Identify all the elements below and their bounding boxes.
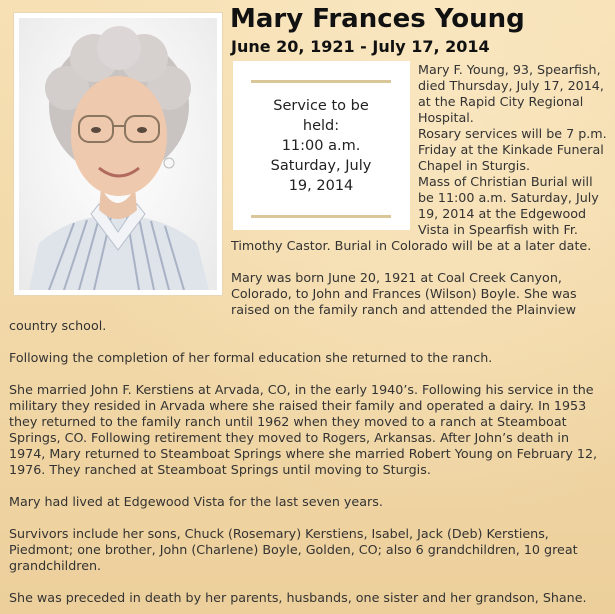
marriage-line: 1974, Mary returned to Steamboat Springs where she married Robert Young on February 12, xyxy=(9,446,598,461)
announcement-line: Rosary services will be 7 p.m. xyxy=(418,125,607,141)
survivors-line: grandchildren. xyxy=(9,558,102,573)
service-notice xyxy=(240,96,402,196)
portrait-illustration xyxy=(19,18,217,290)
marriage-line: 1976. They ranched at Steamboat Springs until moving to Sturgis. xyxy=(9,462,431,477)
birth-line: Mary was born June 20, 1921 at Coal Creek Canyon, xyxy=(231,270,562,285)
marriage-paragraph xyxy=(9,382,614,478)
survivors-line: Survivors include her sons, Chuck (Rosemary) Kerstiens, Isabel, Jack (Deb) Kerstiens, xyxy=(9,526,549,541)
deceased-name: Mary Frances Young xyxy=(230,4,525,34)
announcement-line: Mass of Christian Burial will xyxy=(418,173,593,189)
announcement-column xyxy=(418,62,613,237)
marriage-line: Springs, CO. Following retirement they moved to Rogers, Arkansas. After John’s death in xyxy=(9,430,569,445)
portrait-photo xyxy=(19,18,217,290)
service-line: 11:00 a.m. xyxy=(281,138,361,154)
education-paragraph: Following the completion of her formal education she returned to the ranch. xyxy=(9,350,493,365)
marriage-line: military they resided in Arvada where she raised their family and operated a dairy. In 1953 xyxy=(9,398,587,413)
birth-line: Colorado, to John and Frances (Wilson) Boyle. She was xyxy=(231,286,577,301)
residence-paragraph: Mary had lived at Edgewood Vista for the last seven years. xyxy=(9,494,383,509)
preceded-paragraph: She was preceded in death by her parents, husbands, one sister and her grandson, Shane. xyxy=(9,590,587,605)
announcement-line: Vista in Spearfish with Fr. xyxy=(418,221,578,237)
announcement-line: Friday at the Kinkade Funeral xyxy=(418,141,604,157)
marriage-line: She married John F. Kerstiens at Arvada, CO, in the early 1940’s. Following his service in the xyxy=(9,382,594,397)
life-dates: June 20, 1921 - July 17, 2014 xyxy=(231,37,490,56)
announcement-line: Chapel in Sturgis. xyxy=(418,157,530,173)
service-line: held: xyxy=(302,118,340,134)
announcement-line: at the Rapid City Regional xyxy=(418,93,584,109)
announcement-line: Mary F. Young, 93, Spearfish, xyxy=(418,62,601,77)
portrait-frame xyxy=(14,13,222,295)
announcement-line: be 11:00 a.m. Saturday, July xyxy=(418,189,599,205)
service-line: 19, 2014 xyxy=(288,178,354,194)
announcement-continuation: Timothy Castor. Burial in Colorado will be at a later date. xyxy=(231,238,592,253)
announcement-line: died Thursday, July 17, 2014, xyxy=(418,77,604,93)
birth-paragraph xyxy=(231,270,611,318)
service-line: Service to be xyxy=(273,98,369,114)
marriage-line: they returned to the family ranch until 1962 when they moved to a ranch at Steamboat xyxy=(9,414,567,429)
survivors-paragraph xyxy=(9,526,614,574)
service-line: Saturday, July xyxy=(270,158,372,174)
survivors-line: Piedmont; one brother, John (Charlene) Boyle, Golden, CO; also 6 grandchildren, 10 great xyxy=(9,542,578,557)
announcement-line: Hospital. xyxy=(418,109,474,125)
announcement-line: 19, 2014 at the Edgewood xyxy=(418,205,587,221)
birth-continuation: country school. xyxy=(9,318,107,333)
birth-line: raised on the family ranch and attended the Plainview xyxy=(231,302,576,317)
